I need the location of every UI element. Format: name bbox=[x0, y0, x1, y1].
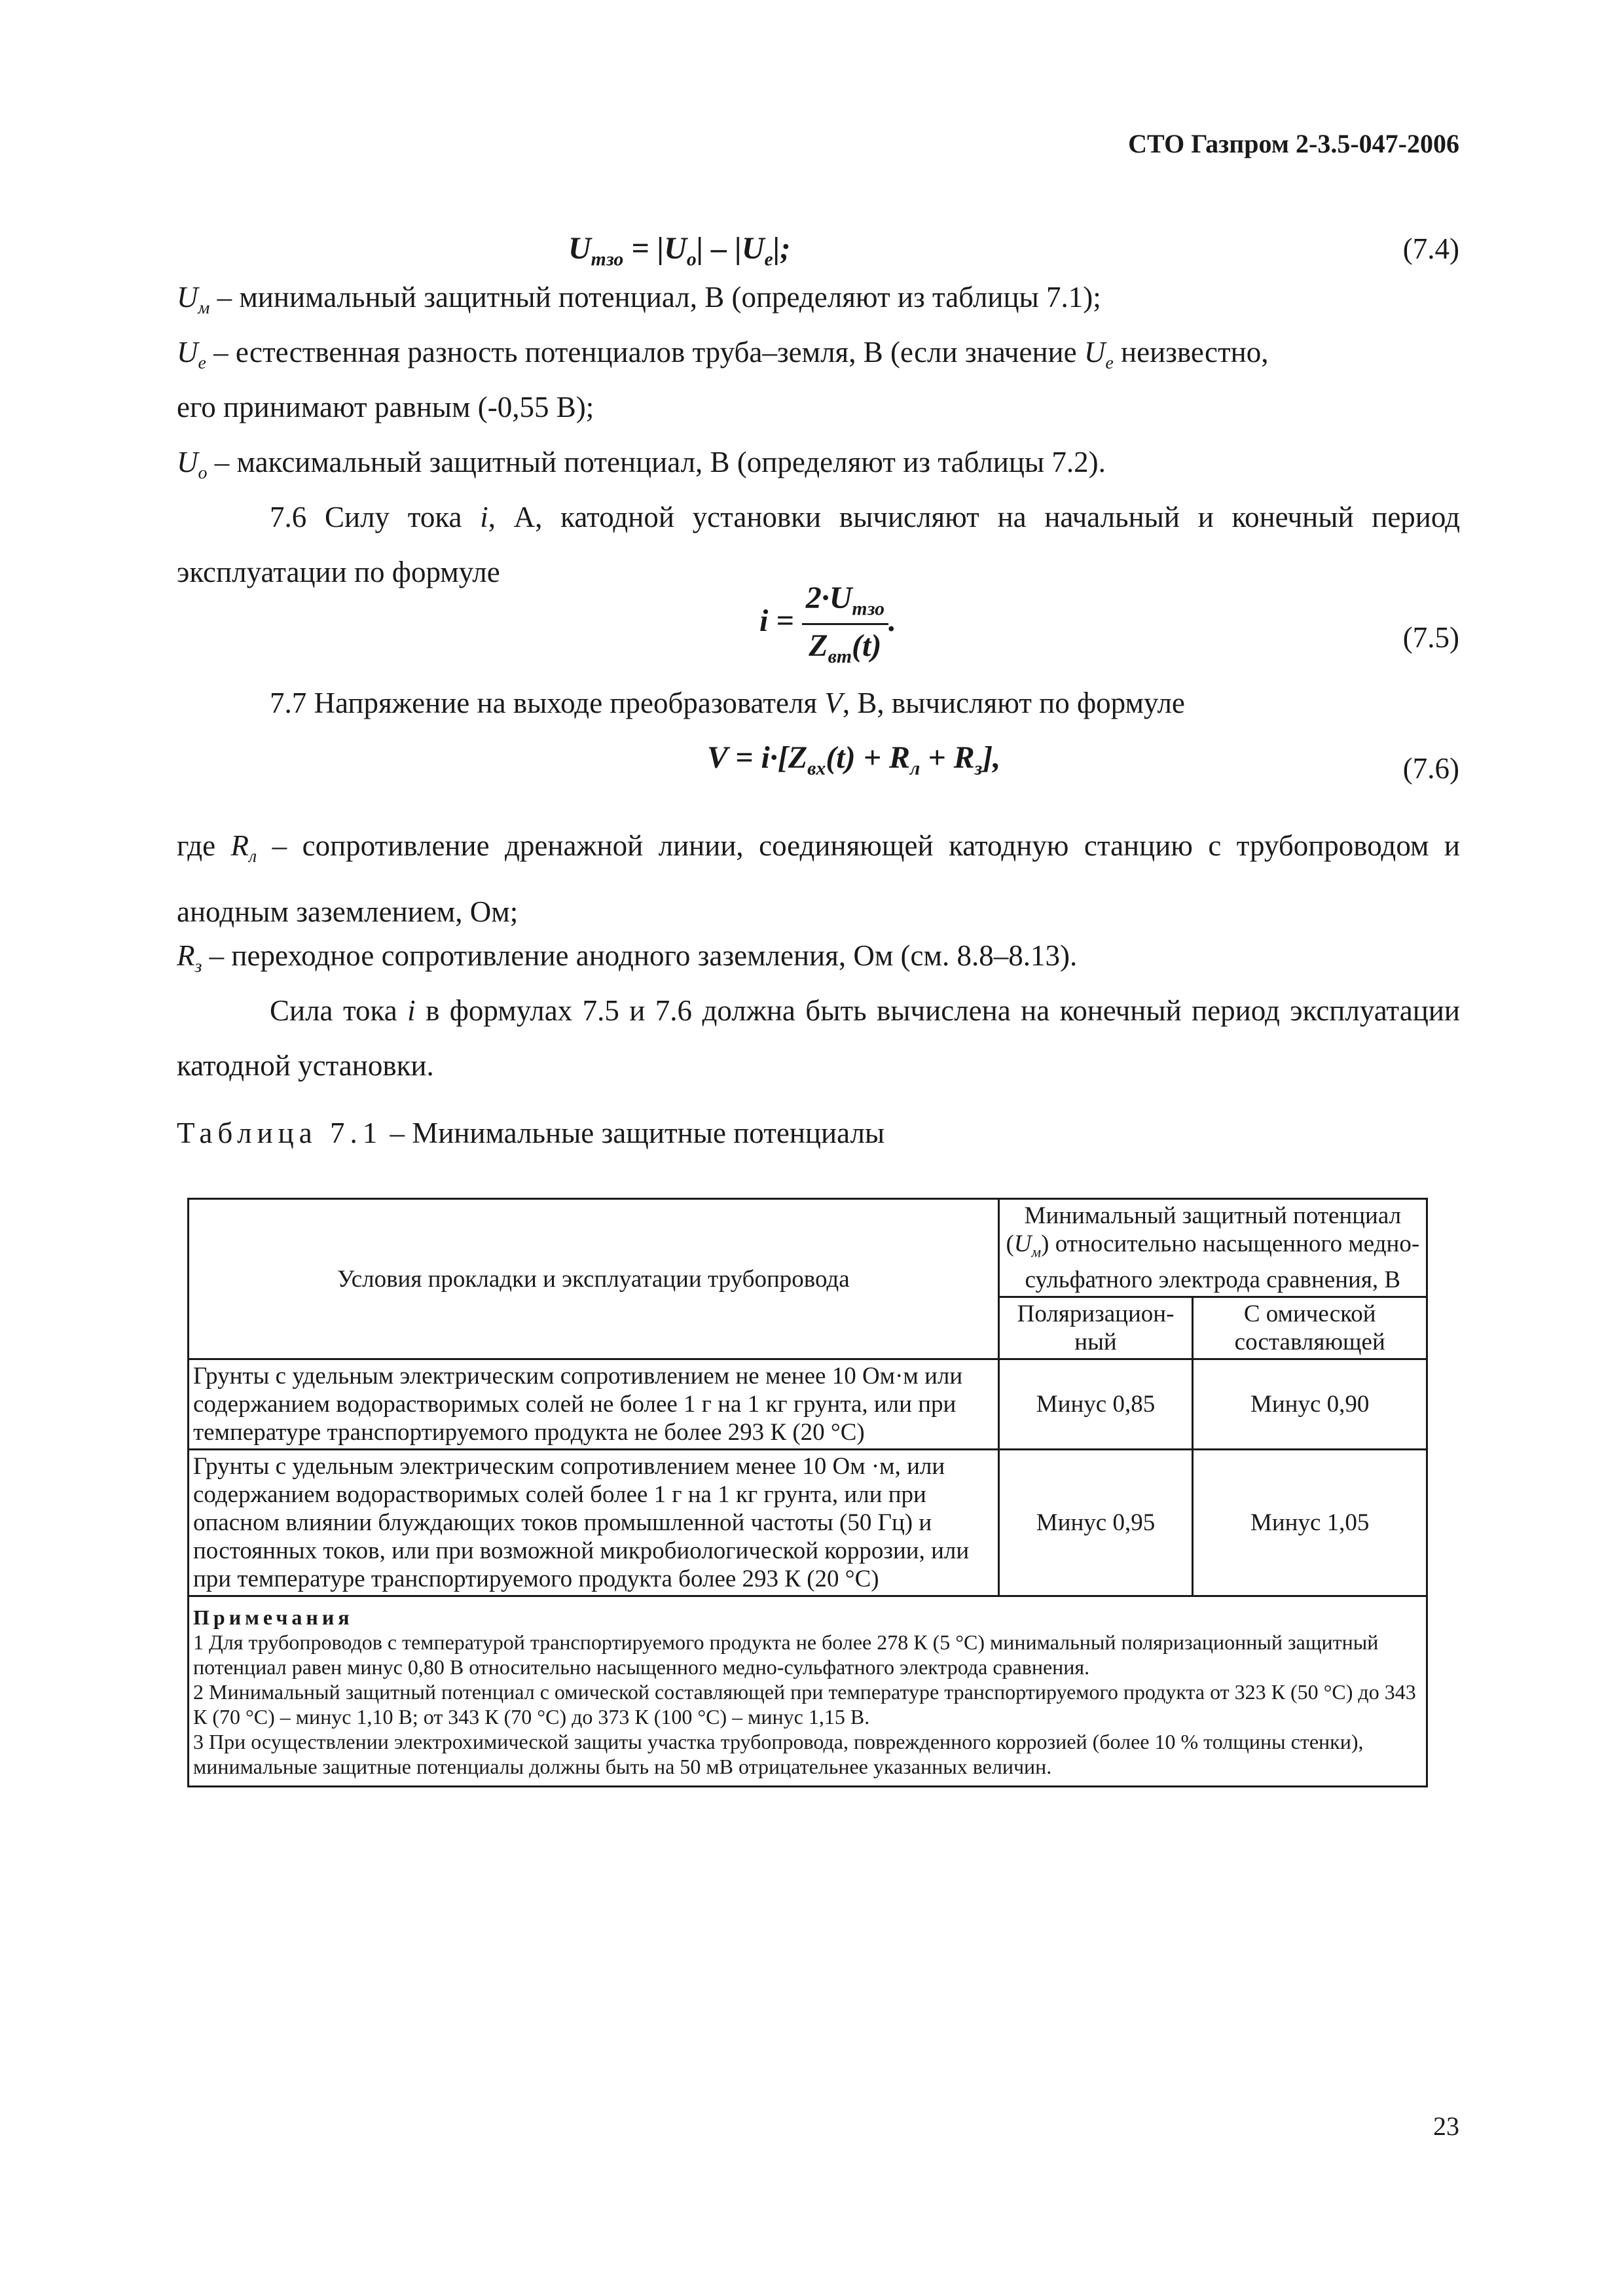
paragraph-7-6: 7.6 Силу тока i, А, катодной установки вычисляют на начальный и конечный период эксплуатации по формуле bbox=[177, 501, 1460, 588]
definition-rl: где $R_л$ – сопротивление дренажной линии, соединяющей катодную станцию с трубопроводом и анодным заземлением, Ом; bbox=[177, 829, 1460, 928]
equation-7-4: $U_{тзо} = |U_о| - |U_е|$; bbox=[568, 231, 791, 270]
table-header-row bbox=[189, 1199, 1427, 1297]
table-caption: Таблица 7.1 – Минимальные защитные потенциалы bbox=[177, 1117, 885, 1149]
header-min-potential: Минимальный защитный потенциал $(U_м)$ относительно насыщенного медно-сульфатного электрода сравнения, В bbox=[998, 1199, 1427, 1297]
header-ohmic: С омической составляющей bbox=[1193, 1297, 1427, 1359]
definition-ue: $U_е$ – естественная разность потенциалов труба–земля, В (если значение $U_е$ неизвестно, bbox=[177, 336, 1269, 373]
equation-number-7-5: (7.5) bbox=[1402, 621, 1459, 654]
paragraph-current-note: Сила тока i в формулах 7.5 и 7.6 должна быть вычислена на конечный период эксплуатации катодной установки. bbox=[177, 994, 1460, 1082]
table-7-1 bbox=[187, 1198, 1428, 1787]
equation-7-5: i = $\frac{2\cdot U_{тзо}}{Z_{вт}(t)}$ . bbox=[759, 581, 896, 668]
table-notes-row bbox=[189, 1596, 1427, 1787]
table-row bbox=[189, 1450, 1427, 1596]
definition-um: $U_м$ – минимальный защитный потенциал, В (определяют из таблицы 7.1); bbox=[177, 281, 1101, 318]
table-row bbox=[189, 1359, 1427, 1450]
row-2-ohmic: Минус 1,05 bbox=[1193, 1450, 1427, 1596]
row-2-condition: Грунты с удельным электрическим сопротивлением менее 10 Ом ·м, или содержанием водорастворимых солей более 1 г на 1 кг грунта, или при опасном влиянии блуждающих токов промышленной частоты (50 Гц) и постоянных токов, или при возможной микробиологической коррозии, или при температуре транспортируемого продукта более 293 К (20 °С) bbox=[189, 1450, 999, 1596]
document-header: СТО Газпром 2-3.5-047-2006 bbox=[1128, 129, 1459, 158]
row-1-ohmic: Минус 0,90 bbox=[1193, 1359, 1427, 1450]
notes-title: Примечания bbox=[193, 1605, 354, 1630]
row-1-condition: Грунты с удельным электрическим сопротивлением не менее 10 Ом·м или содержанием водорастворимых солей не более 1 г на 1 кг грунта, или при температуре транспортируемого продукта не более 293 К (20 °С) bbox=[189, 1359, 999, 1450]
note-1: 1 Для трубопроводов с температурой транспортируемого продукта не более 278 К (5 °С) минимальный поляризационный защитный потенциал равен минус 0,80 В относительно насыщенного медно-сульфатного электрода сравнения. bbox=[193, 1630, 1379, 1679]
equation-number-7-4: (7.4) bbox=[1402, 232, 1459, 265]
row-2-polarization: Минус 0,95 bbox=[998, 1450, 1193, 1596]
definition-uo: $U_о$ – максимальный защитный потенциал, В (определяют из таблицы 7.2). bbox=[177, 446, 1106, 483]
table-notes bbox=[189, 1596, 1427, 1787]
row-1-polarization: Минус 0,85 bbox=[998, 1359, 1193, 1450]
header-polarization: Поляризацион-ный bbox=[998, 1297, 1193, 1359]
header-conditions: Условия прокладки и эксплуатации трубопровода bbox=[189, 1199, 999, 1359]
equation-number-7-6: (7.6) bbox=[1402, 752, 1459, 785]
definition-ue-continuation: его принимают равным (-0,55 В); bbox=[177, 391, 594, 423]
page-number: 23 bbox=[1433, 2111, 1459, 2141]
definition-rz: $R_з$ – переходное сопротивление анодного заземления, Ом (см. 8.8–8.13). bbox=[177, 939, 1078, 977]
note-2: 2 Минимальный защитный потенциал с омической составляющей при температуре транспортируемого продукта от 323 К (50 °С) до 343 К (70 °С) – минус 1,10 В; от 343 К (70 °С) до 373 К (100 °С) – минус 1,15 В. bbox=[193, 1680, 1416, 1729]
note-3: 3 При осуществлении электрохимической защиты участка трубопровода, поврежденного коррозией (более 10 % толщины стенки), минимальные защитные потенциалы должны быть на 50 мВ отрицательнее указанных величин. bbox=[193, 1730, 1364, 1779]
equation-7-6: $V = i\cdot[Z_{вх}(t) + R_л + R_з]$, bbox=[707, 740, 1001, 780]
paragraph-7-7: 7.7 Напряжение на выходе преобразователя V, В, вычисляют по формуле bbox=[270, 687, 1185, 719]
